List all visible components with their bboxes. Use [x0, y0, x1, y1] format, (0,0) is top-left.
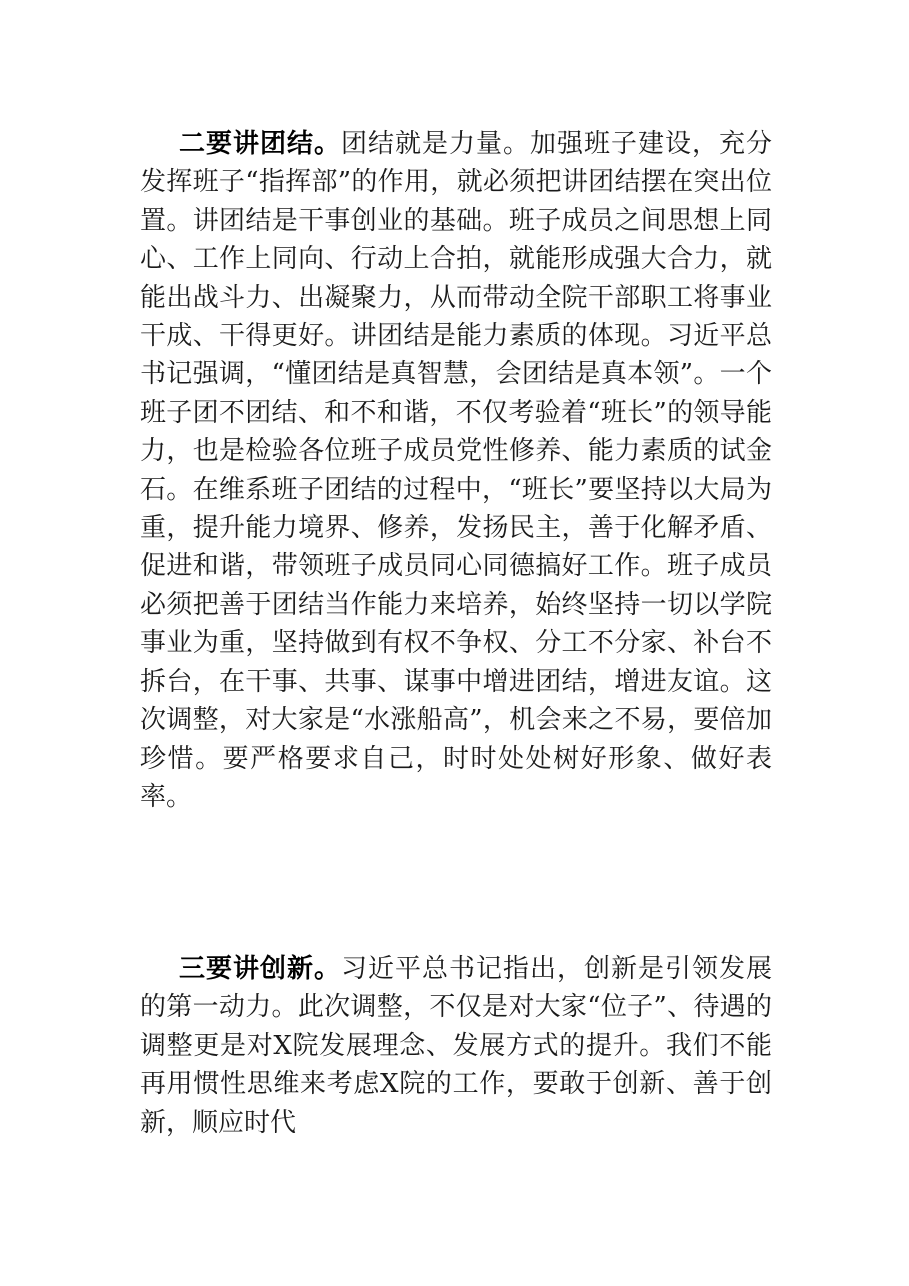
paragraph-heading: 三要讲创新。 [179, 954, 341, 984]
paragraph-unity [140, 125, 772, 816]
paragraph-body: 习近平总书记指出，创新是引领发展的第一动力。此次调整，不仅是对大家“位子”、待遇的调整更是对X院发展理念、发展方式的提升。我们不能再用惯性思维来考虑X院的工作，要敢于创新、善于创新，顺应时代 [140, 954, 772, 1138]
paragraph-heading: 二要讲团结。 [179, 129, 341, 159]
paragraph-body: 团结就是力量。加强班子建设，充分发挥班子“指挥部”的作用，就必须把讲团结摆在突出位置。讲团结是干事创业的基础。班子成员之间思想上同心、工作上同向、行动上合拍，就能形成强大合力，就能出战斗力、出凝聚力，从而带动全院干部职工将事业干成、干得更好。讲团结是能力素质的体现。习近平总书记强调，“懂团结是真智慧，会团结是真本领”。一个班子团不团结、和不和谐，不仅考验着“班长”的领导能力，也是检验各位班子成员党性修养、能力素质的试金石。在维系班子团结的过程中，“班长”要坚持以大局为重，提升能力境界、修养，发扬民主，善于化解矛盾、促进和谐，带领班子成员同心同德搞好工作。班子成员必须把善于团结当作能力来培养，始终坚持一切以学院事业为重，坚持做到有权不争权、分工不分家、补台不拆台，在干事、共事、谋事中增进团结，增进友谊。这次调整，对大家是“水涨船高”，机会来之不易，要倍加珍惜。要严格要求自己，时时处处树好形象、做好表率。 [140, 129, 772, 812]
paragraph-innovation [140, 950, 772, 1142]
